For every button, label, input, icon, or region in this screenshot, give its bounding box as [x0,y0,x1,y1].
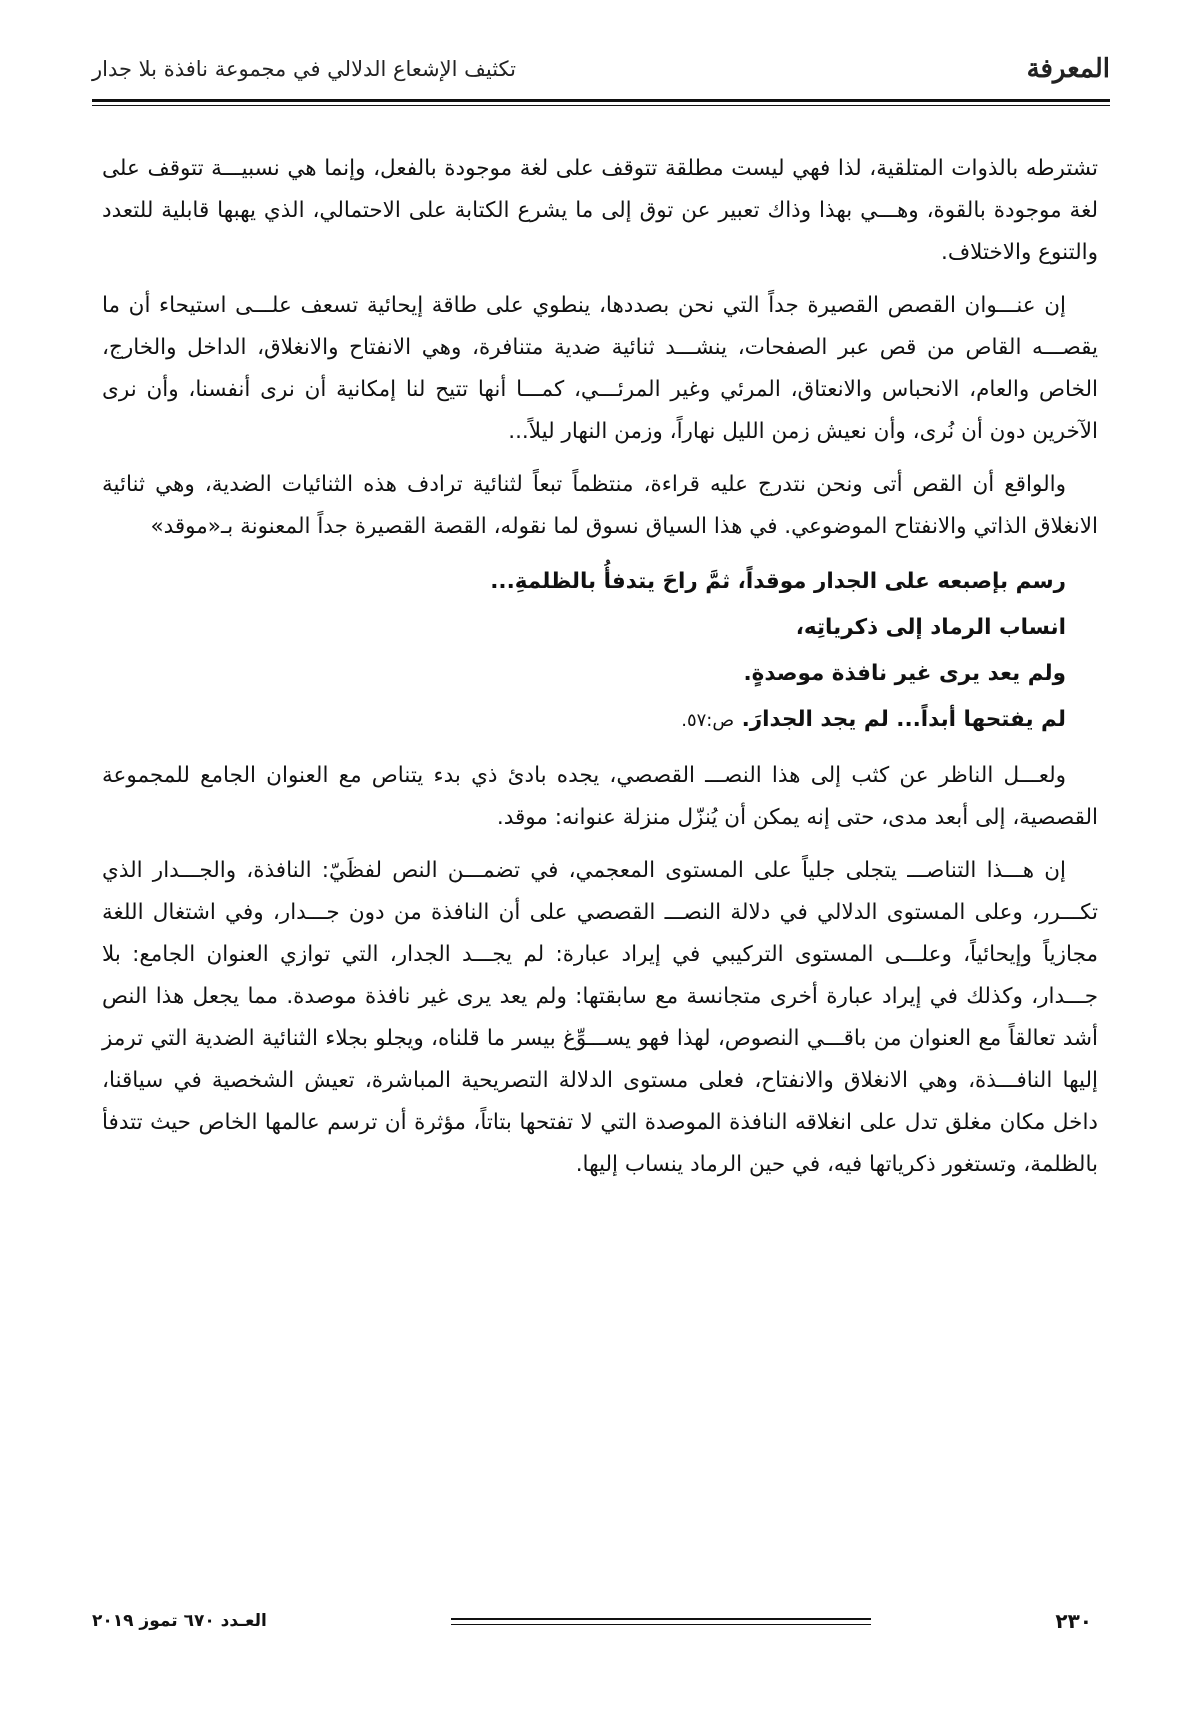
running-title: تكثيف الإشعاع الدلالي في مجموعة نافذة بلا جدار [92,57,516,81]
quoted-story [102,559,1098,744]
paragraph-2: إن عنـــوان القصص القصيرة جداً التي نحن بصددها، ينطوي على طاقة إيحائية تسعف علـــى استيحاء أن ما يقصـــه القاص من قص عبر الصفحات، ينشـــد ثنائية ضدية متنافرة، وهي الانفتاح والانغلاق، الداخل والخارج، الخاص والعام، الانحباس والانعتاق، المرئي وغير المرئـــي، كمـــا أنها تتيح لنا إمكانية أن نرى أنفسنا، وأن نرى الآخرين دون أن نُرى، وأن نعيش زمن الليل نهاراً، وزمن النهار ليلاً... [102,293,1098,444]
page-reference: ص:٥٧. [681,710,735,731]
page-header [92,40,1110,98]
article-body [102,148,1098,1197]
paragraph-1: تشترطه بالذوات المتلقية، لذا فهي ليست مطلقة تتوقف على لغة موجودة بالفعل، وإنما هي نسبيـــة تتوقف على لغة موجودة بالقوة، وهـــي بهذا وذاك تعبير عن توق إلى ما يشرع الكتابة على الاحتمالي، الذي يهبها قابلية للتعدد والتنوع والاختلاف. [102,156,1098,265]
paragraph-3: والواقع أن القص أتى ونحن نتدرج عليه قراءة، منتظماً تبعاً لثنائية ترادف هذه الثنائيات الضدية، وهي ثنائية الانغلاق الذاتي والانفتاح الموضوعي. في هذا السياق نسوق لما نقوله، القصة القصيرة جداً المعنونة بـ«موقد» [102,472,1098,539]
story-line-4: لم يفتحها أبداً... لم يجد الجدارَ. [741,707,1066,732]
story-line-4-wrap [102,697,1066,744]
page-number: ٢٣٠ [1055,1609,1092,1633]
issue-info: العـدد ٦٧٠ تموز ٢٠١٩ [92,1611,267,1631]
paragraph-5: إن هـــذا التناصـــ يتجلى جلياً على المستوى المعجمي، في تضمـــن النص لفظَيّ: النافذة، والجـــدار الذي تكـــرر، وعلى المستوى الدلالي في دلالة النصـــ القصصي على أن النافذة من دون جـــدار، وفي اشتغال اللغة مجازياً وإيحائياً، وعلـــى المستوى التركيبي في إيراد عبارة: لم يجـــد الجدار، التي توازي العنوان الجامع: بلا جـــدار، وكذلك في إيراد عبارة أخرى متجانسة مع سابقتها: ولم يعد يرى غير نافذة موصدة. مما يجعل هذا النص أشد تعالقاً مع العنوان من باقـــي النصوص، لهذا فهو يســـوِّغ بيسر ما قلناه، ويجلو بجلاء الثنائية الضدية التي ترمز إليها النافـــذة، وهي الانغلاق والانفتاح، فعلى مستوى الدلالة التصريحية المباشرة، تعيش الشخصية في سياقنا، داخل مكان مغلق تدل على انغلاقه النافذة الموصدة التي لا تفتحها بتاتاً، مؤثرة أن ترسم عالمها الخاص حيث تتدفأ بالظلمة، وتستغور ذكرياتها فيه، في حين الرماد ينساب إليها. [102,858,1098,1177]
journal-logo: المعرفة [1026,54,1110,84]
paragraph-4: ولعـــل الناظر عن كثب إلى هذا النصـــ القصصي، يجده بادئ ذي بدء يتناص مع العنوان الجامع للمجموعة القصصية، إلى أبعد مدى، حتى إنه يمكن أن يُنزّل منزلة عنوانه: موقد. [102,763,1098,830]
story-line-1: رسم بإصبعه على الجدار موقداً، ثمَّ راحَ يتدفأُ بالظلمةِ... [490,569,1066,594]
page-footer [92,1606,1092,1636]
story-line-3: ولم يعد يرى غير نافذة موصدةٍ. [743,661,1066,686]
footer-rule [451,1618,871,1625]
header-rule [92,99,1110,106]
story-line-2: انساب الرماد إلى ذكرياتِه، [795,615,1066,640]
